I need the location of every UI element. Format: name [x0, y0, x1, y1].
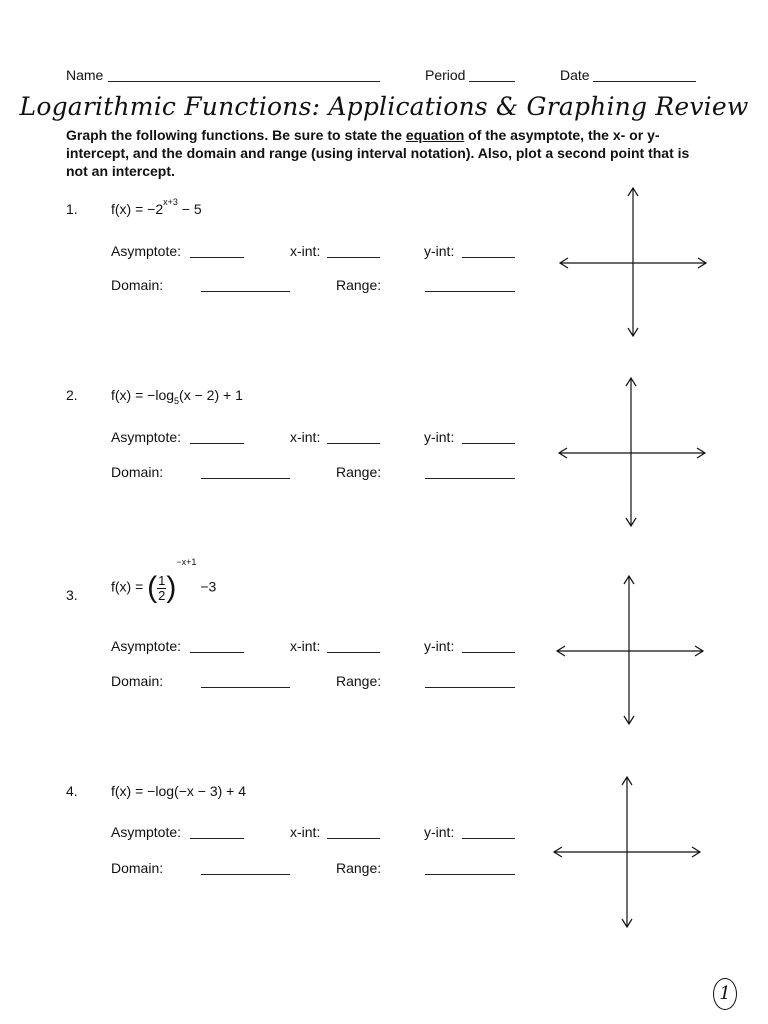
- period-field[interactable]: [469, 67, 515, 82]
- xint-field[interactable]: [327, 431, 380, 444]
- domain-label: Domain:: [111, 277, 164, 293]
- coordinate-axes[interactable]: [553, 572, 708, 728]
- period-label: Period: [425, 67, 466, 83]
- date-field[interactable]: [593, 67, 696, 82]
- asymptote-label: Asymptote:: [111, 429, 182, 445]
- asymptote-label: Asymptote:: [111, 824, 182, 840]
- asymptote-label: Asymptote:: [111, 243, 182, 259]
- domain-field[interactable]: [201, 675, 290, 688]
- range-field[interactable]: [425, 466, 515, 479]
- name-field[interactable]: [108, 67, 380, 82]
- problem-3-formula: f(x) = ( $\frac{1}{2}$ )$^{-x+1}$ −3: [111, 557, 217, 604]
- problem-number: 1.: [66, 201, 78, 217]
- range-label: Range:: [336, 464, 382, 480]
- problem-4-formula: f(x) = −log(−x − 3) + 4: [111, 783, 247, 799]
- domain-field[interactable]: [201, 466, 290, 479]
- range-label: Range:: [336, 673, 382, 689]
- xint-field[interactable]: [327, 640, 380, 653]
- yint-label: y-int:: [424, 429, 455, 445]
- problem-2-formula: $f(x) = -\log_5(x - 2) + 1$: [111, 387, 243, 406]
- yint-label: y-int:: [424, 638, 455, 654]
- domain-field[interactable]: [201, 862, 290, 875]
- name-label: Name: [66, 67, 104, 83]
- domain-label: Domain:: [111, 464, 164, 480]
- problem-number: 4.: [66, 783, 78, 799]
- coordinate-axes[interactable]: [550, 773, 705, 931]
- yint-field[interactable]: [462, 245, 515, 258]
- xint-field[interactable]: [327, 826, 380, 839]
- asymptote-field[interactable]: [190, 826, 244, 839]
- xint-label: x-int:: [290, 243, 321, 259]
- problem-number: 3.: [66, 587, 78, 603]
- yint-field[interactable]: [462, 826, 515, 839]
- date-label: Date: [560, 67, 590, 83]
- problem-number: 2.: [66, 387, 78, 403]
- range-field[interactable]: [425, 862, 515, 875]
- yint-field[interactable]: [462, 640, 515, 653]
- range-label: Range:: [336, 277, 382, 293]
- coordinate-axes[interactable]: [556, 184, 711, 340]
- xint-label: x-int:: [290, 429, 321, 445]
- underlined-word: equation: [405, 127, 465, 143]
- page-title: Logarithmic Functions: Applications & Graphing Review: [19, 92, 749, 121]
- page-number: 1: [713, 978, 737, 1010]
- asymptote-field[interactable]: [190, 431, 244, 444]
- fraction: $\frac{1}{2}$: [158, 572, 166, 603]
- asymptote-field[interactable]: [190, 245, 244, 258]
- asymptote-field[interactable]: [190, 640, 244, 653]
- domain-label: Domain:: [111, 673, 164, 689]
- domain-label: Domain:: [111, 860, 164, 876]
- yint-label: y-int:: [424, 824, 455, 840]
- asymptote-label: Asymptote:: [111, 638, 182, 654]
- problem-1-formula: $f(x) = -2^{x+3} - 5$: [111, 197, 202, 217]
- instructions: Graph the following functions. Be sure to state the equation of the asymptote, the x- or y-intercept, and the domain and range (using interval notation). Also, plot a second point that is not an intercept.: [66, 127, 690, 179]
- range-field[interactable]: [425, 279, 515, 292]
- range-label: Range:: [336, 860, 382, 876]
- yint-field[interactable]: [462, 431, 515, 444]
- yint-label: y-int:: [424, 243, 455, 259]
- xint-field[interactable]: [327, 245, 380, 258]
- domain-field[interactable]: [201, 279, 290, 292]
- coordinate-axes[interactable]: [555, 374, 710, 530]
- xint-label: x-int:: [290, 638, 321, 654]
- xint-label: x-int:: [290, 824, 321, 840]
- range-field[interactable]: [425, 675, 515, 688]
